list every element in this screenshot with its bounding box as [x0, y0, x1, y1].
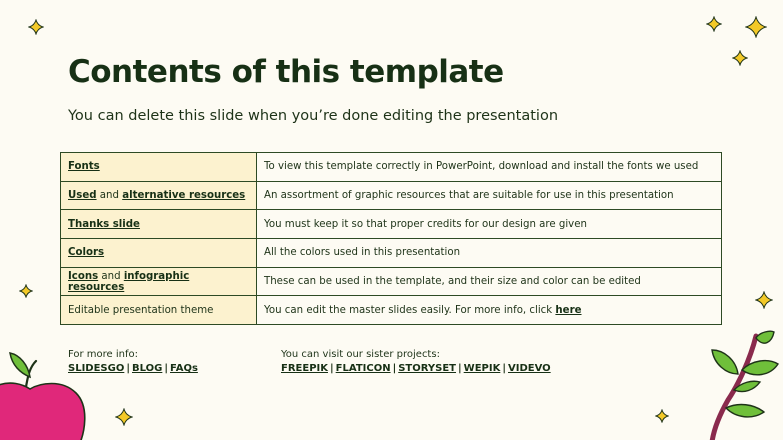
link-separator: | [458, 363, 462, 374]
footer-more-info-link[interactable]: BLOG [132, 363, 163, 374]
sparkle-icon [732, 50, 748, 66]
row-key-cell [61, 210, 257, 239]
sparkle-icon [706, 16, 722, 32]
sparkle-icon [115, 408, 133, 426]
row-link[interactable]: alternative resources [122, 190, 246, 202]
link-separator: | [126, 363, 130, 374]
row-key-cell [61, 153, 257, 182]
row-text: Editable presentation theme [68, 304, 214, 316]
row-description-cell [257, 153, 722, 182]
footer-sister-projects-label: You can visit our sister projects: [281, 349, 440, 360]
sparkle-icon [745, 16, 767, 38]
row-link[interactable]: Icons [68, 270, 99, 282]
sparkle-icon [28, 19, 44, 35]
row-text: and [98, 270, 124, 282]
row-text: You can edit the master slides easily. For more info, click [264, 304, 556, 316]
footer-sister-projects-links [281, 362, 551, 376]
link-separator: | [392, 363, 397, 374]
sparkle-icon [655, 409, 669, 423]
row-text: These can be used in the template, and their size and color can be edited [264, 276, 641, 288]
footer-sister-project-link[interactable]: FREEPIK [281, 363, 328, 374]
contents-row [61, 267, 722, 296]
footer-more-info-link[interactable]: SLIDESGO [68, 363, 125, 374]
row-key-cell [61, 296, 257, 325]
row-link[interactable]: Colors [68, 247, 105, 259]
row-text: and [96, 190, 123, 202]
page-title: Contents of this template [68, 54, 504, 90]
footer-sister-project-link[interactable]: FLATICON [335, 363, 391, 374]
row-text: An assortment of graphic resources that are suitable for use in this presentation [264, 190, 674, 202]
footer-sister-project-link[interactable]: STORYSET [398, 363, 457, 374]
row-link[interactable]: Used [68, 190, 97, 202]
row-link[interactable]: Thanks slide [68, 218, 140, 230]
sparkle-icon [19, 284, 33, 298]
footer-sister-projects [281, 348, 551, 376]
row-description-cell [257, 296, 722, 325]
row-text: You must keep it so that proper credits for our design are given [264, 218, 587, 230]
branch-icon [698, 330, 783, 440]
contents-row [61, 153, 722, 182]
contents-row [61, 296, 722, 325]
contents-row [61, 181, 722, 210]
row-link[interactable]: here [555, 304, 582, 316]
footer-sister-project-link[interactable]: WEPIK [463, 363, 501, 374]
contents-row [61, 210, 722, 239]
link-separator: | [330, 363, 334, 374]
apple-icon [0, 345, 92, 440]
contents-row [61, 239, 722, 268]
footer-more-info-link[interactable]: FAQs [170, 363, 198, 374]
contents-table [60, 152, 722, 325]
row-link[interactable]: Fonts [68, 161, 100, 173]
row-description-cell [257, 210, 722, 239]
row-key-cell [61, 267, 257, 296]
link-separator: | [164, 363, 169, 374]
row-description-cell [257, 239, 722, 268]
row-description-cell [257, 181, 722, 210]
row-key-cell [61, 239, 257, 268]
link-separator: | [502, 363, 506, 374]
row-description-cell [257, 267, 722, 296]
page-subtitle: You can delete this slide when you’re done editing the presentation [68, 108, 559, 124]
sparkle-icon [755, 291, 773, 309]
row-link[interactable]: infographic resources [68, 270, 190, 293]
row-text: To view this template correctly in PowerPoint, download and install the fonts we used [264, 161, 699, 173]
row-text: All the colors used in this presentation [264, 247, 461, 259]
row-key-cell [61, 181, 257, 210]
footer-sister-project-link[interactable]: VIDEVO [508, 363, 551, 374]
footer-more-info-label: For more info: [68, 349, 139, 360]
